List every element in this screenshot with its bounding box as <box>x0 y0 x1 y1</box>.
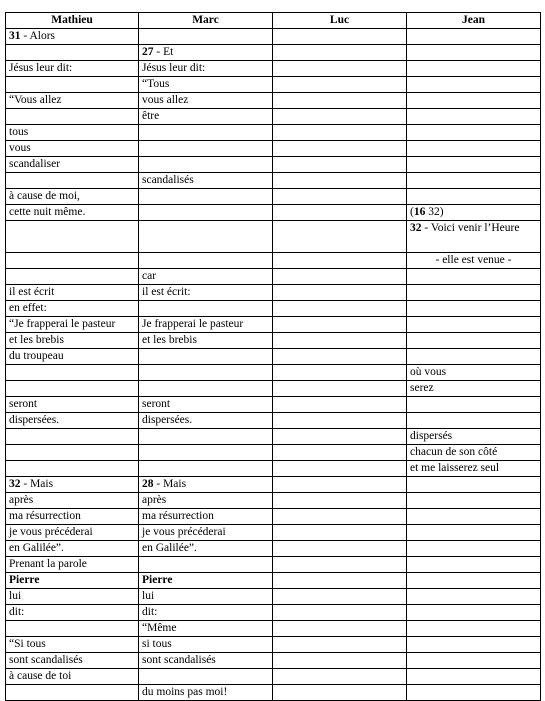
table-row <box>6 541 541 557</box>
verse-reference: 32 <box>410 222 422 234</box>
cell-marc: après <box>139 493 273 509</box>
cell-mathieu: sont scandalisés <box>6 653 139 669</box>
cell-marc: “Même <box>139 621 273 637</box>
table-row <box>6 29 541 45</box>
cell-marc <box>139 221 273 253</box>
table-row <box>6 477 541 493</box>
cell-luc <box>273 285 407 301</box>
column-header-luc: Luc <box>273 13 407 29</box>
cell-luc <box>273 45 407 61</box>
cell-jean <box>407 29 541 45</box>
cell-marc: 27 - Et <box>139 45 273 61</box>
cell-luc <box>273 157 407 173</box>
cell-luc <box>273 77 407 93</box>
cell-luc <box>273 333 407 349</box>
cell-luc <box>273 301 407 317</box>
table-row <box>6 125 541 141</box>
cell-luc <box>273 653 407 669</box>
table-row <box>6 189 541 205</box>
cell-marc <box>139 125 273 141</box>
cell-luc <box>273 413 407 429</box>
cell-jean <box>407 77 541 93</box>
cell-mathieu: à cause de toi <box>6 669 139 685</box>
table-row <box>6 605 541 621</box>
cell-mathieu <box>6 77 139 93</box>
cell-jean: 32 - Voici venir l’Heure <box>407 221 541 253</box>
cell-luc <box>273 109 407 125</box>
table-row <box>6 221 541 253</box>
cell-marc <box>139 381 273 397</box>
cell-luc <box>273 493 407 509</box>
cell-jean <box>407 557 541 573</box>
cell-marc: 28 - Mais <box>139 477 273 493</box>
cell-marc: si tous <box>139 637 273 653</box>
cell-marc: “Tous <box>139 77 273 93</box>
cell-luc <box>273 221 407 253</box>
cell-luc <box>273 317 407 333</box>
cell-jean: où vous <box>407 365 541 381</box>
cell-mathieu: après <box>6 493 139 509</box>
cell-marc: Jésus leur dit: <box>139 61 273 77</box>
cell-luc <box>273 349 407 365</box>
cell-marc <box>139 205 273 221</box>
cell-mathieu: dispersées. <box>6 413 139 429</box>
cell-jean <box>407 157 541 173</box>
verse-reference: 32 <box>9 478 21 490</box>
cell-marc <box>139 365 273 381</box>
table-row <box>6 157 541 173</box>
cell-jean <box>407 477 541 493</box>
table-row <box>6 349 541 365</box>
cell-mathieu: il est écrit <box>6 285 139 301</box>
cell-marc <box>139 429 273 445</box>
cell-jean <box>407 637 541 653</box>
cell-marc <box>139 141 273 157</box>
cell-jean <box>407 317 541 333</box>
cell-luc <box>273 685 407 701</box>
cell-marc <box>139 461 273 477</box>
cell-mathieu <box>6 621 139 637</box>
cell-mathieu: et les brebis <box>6 333 139 349</box>
cell-luc <box>273 621 407 637</box>
cell-mathieu: cette nuit même. <box>6 205 139 221</box>
table-row <box>6 333 541 349</box>
table-row <box>6 589 541 605</box>
cell-jean <box>407 541 541 557</box>
cell-luc <box>273 669 407 685</box>
cell-jean <box>407 93 541 109</box>
cell-luc <box>273 429 407 445</box>
synopsis-page <box>5 12 541 701</box>
table-row <box>6 301 541 317</box>
cell-marc <box>139 557 273 573</box>
table-row <box>6 525 541 541</box>
cell-jean <box>407 605 541 621</box>
cell-mathieu: scandaliser <box>6 157 139 173</box>
cell-mathieu <box>6 253 139 269</box>
table-row <box>6 413 541 429</box>
cell-mathieu: dit: <box>6 605 139 621</box>
verse-reference: 31 <box>9 30 21 42</box>
cell-mathieu: 32 - Mais <box>6 477 139 493</box>
cell-mathieu: en effet: <box>6 301 139 317</box>
cell-jean: chacun de son côté <box>407 445 541 461</box>
cell-mathieu: du troupeau <box>6 349 139 365</box>
cell-marc: dit: <box>139 605 273 621</box>
verse-reference: 28 <box>142 478 154 490</box>
cell-mathieu: “Si tous <box>6 637 139 653</box>
cell-marc: seront <box>139 397 273 413</box>
table-row <box>6 509 541 525</box>
cell-marc: il est écrit: <box>139 285 273 301</box>
cell-marc: ma résurrection <box>139 509 273 525</box>
cell-marc: en Galilée”. <box>139 541 273 557</box>
cell-jean <box>407 685 541 701</box>
cell-mathieu <box>6 381 139 397</box>
table-row <box>6 141 541 157</box>
table-row <box>6 173 541 189</box>
table-row <box>6 109 541 125</box>
table-row <box>6 45 541 61</box>
cell-mathieu <box>6 365 139 381</box>
cell-luc <box>273 381 407 397</box>
cell-luc <box>273 365 407 381</box>
cell-marc: car <box>139 269 273 285</box>
cell-luc <box>273 525 407 541</box>
table-row <box>6 397 541 413</box>
table-row <box>6 77 541 93</box>
cell-mathieu <box>6 45 139 61</box>
cell-jean <box>407 413 541 429</box>
cell-mathieu: “Vous allez <box>6 93 139 109</box>
cell-mathieu <box>6 221 139 253</box>
cell-luc <box>273 541 407 557</box>
cell-marc <box>139 301 273 317</box>
table-row <box>6 381 541 397</box>
table-row <box>6 653 541 669</box>
cell-jean <box>407 173 541 189</box>
cell-luc <box>273 589 407 605</box>
cell-jean <box>407 301 541 317</box>
cell-luc <box>273 141 407 157</box>
cell-jean <box>407 573 541 589</box>
cell-marc <box>139 349 273 365</box>
cell-marc <box>139 29 273 45</box>
cell-marc: sont scandalisés <box>139 653 273 669</box>
cell-jean <box>407 141 541 157</box>
cell-mathieu <box>6 461 139 477</box>
synopsis-table <box>5 12 541 701</box>
cell-jean <box>407 509 541 525</box>
cell-jean: et me laisserez seul <box>407 461 541 477</box>
cell-mathieu: Prenant la parole <box>6 557 139 573</box>
cell-jean: dispersés <box>407 429 541 445</box>
table-row <box>6 365 541 381</box>
cell-luc <box>273 477 407 493</box>
cell-luc <box>273 269 407 285</box>
cell-jean <box>407 669 541 685</box>
synopsis-body <box>6 29 541 701</box>
cell-jean <box>407 653 541 669</box>
cell-marc <box>139 669 273 685</box>
table-row <box>6 493 541 509</box>
cell-jean <box>407 589 541 605</box>
cell-jean: - elle est venue - <box>407 253 541 269</box>
cell-mathieu <box>6 573 139 589</box>
table-row <box>6 429 541 445</box>
verse-reference: Pierre <box>9 574 40 586</box>
cell-mathieu <box>6 445 139 461</box>
cell-jean <box>407 493 541 509</box>
cell-mathieu <box>6 685 139 701</box>
cell-mathieu: je vous précéderai <box>6 525 139 541</box>
table-row <box>6 93 541 109</box>
cell-mathieu <box>6 109 139 125</box>
cell-luc <box>273 93 407 109</box>
cell-luc <box>273 253 407 269</box>
cell-mathieu <box>6 173 139 189</box>
column-header-marc: Marc <box>139 13 273 29</box>
cell-marc <box>139 573 273 589</box>
cell-mathieu: “Je frapperai le pasteur <box>6 317 139 333</box>
table-row <box>6 317 541 333</box>
cell-jean <box>407 109 541 125</box>
cell-marc: vous allez <box>139 93 273 109</box>
cell-jean <box>407 525 541 541</box>
cell-mathieu <box>6 429 139 445</box>
cell-mathieu: 31 - Alors <box>6 29 139 45</box>
cell-luc <box>273 61 407 77</box>
cell-mathieu: en Galilée”. <box>6 541 139 557</box>
cell-luc <box>273 125 407 141</box>
cell-marc: scandalisés <box>139 173 273 189</box>
table-row <box>6 461 541 477</box>
cell-jean <box>407 189 541 205</box>
cell-jean <box>407 45 541 61</box>
table-row <box>6 637 541 653</box>
cell-luc <box>273 397 407 413</box>
table-row <box>6 61 541 77</box>
cell-mathieu: à cause de moi, <box>6 189 139 205</box>
cell-marc: Je frapperai le pasteur <box>139 317 273 333</box>
cell-mathieu: Jésus leur dit: <box>6 61 139 77</box>
verse-reference: Pierre <box>142 574 173 586</box>
cell-jean <box>407 269 541 285</box>
table-row <box>6 685 541 701</box>
header-row <box>6 13 541 29</box>
cell-luc <box>273 445 407 461</box>
cell-mathieu <box>6 269 139 285</box>
cell-marc <box>139 253 273 269</box>
cell-marc: je vous précéderai <box>139 525 273 541</box>
cell-jean <box>407 285 541 301</box>
cell-jean <box>407 349 541 365</box>
table-row <box>6 269 541 285</box>
cell-jean: (16 32) <box>407 205 541 221</box>
cell-mathieu: seront <box>6 397 139 413</box>
cell-marc <box>139 445 273 461</box>
table-row <box>6 205 541 221</box>
cell-marc <box>139 189 273 205</box>
cell-jean: serez <box>407 381 541 397</box>
cell-luc <box>273 205 407 221</box>
table-row <box>6 253 541 269</box>
cell-luc <box>273 557 407 573</box>
cell-jean <box>407 61 541 77</box>
table-row <box>6 445 541 461</box>
cell-jean <box>407 333 541 349</box>
table-row <box>6 621 541 637</box>
cell-luc <box>273 173 407 189</box>
cell-jean <box>407 621 541 637</box>
cell-marc: être <box>139 109 273 125</box>
cell-luc <box>273 605 407 621</box>
table-row <box>6 573 541 589</box>
cell-marc: et les brebis <box>139 333 273 349</box>
cell-luc <box>273 573 407 589</box>
verse-reference: 27 <box>142 46 154 58</box>
cell-luc <box>273 637 407 653</box>
cell-mathieu: vous <box>6 141 139 157</box>
cell-marc: lui <box>139 589 273 605</box>
cell-luc <box>273 461 407 477</box>
cell-marc <box>139 157 273 173</box>
cell-mathieu: lui <box>6 589 139 605</box>
cell-luc <box>273 509 407 525</box>
table-row <box>6 285 541 301</box>
table-row <box>6 669 541 685</box>
cell-jean <box>407 397 541 413</box>
table-row <box>6 557 541 573</box>
cell-mathieu: ma résurrection <box>6 509 139 525</box>
column-header-jean: Jean <box>407 13 541 29</box>
cell-marc: dispersées. <box>139 413 273 429</box>
cell-mathieu: tous <box>6 125 139 141</box>
column-header-mathieu: Mathieu <box>6 13 139 29</box>
cell-jean <box>407 125 541 141</box>
cell-marc: du moins pas moi! <box>139 685 273 701</box>
verse-reference: 16 <box>413 206 426 218</box>
cell-luc <box>273 189 407 205</box>
cell-luc <box>273 29 407 45</box>
